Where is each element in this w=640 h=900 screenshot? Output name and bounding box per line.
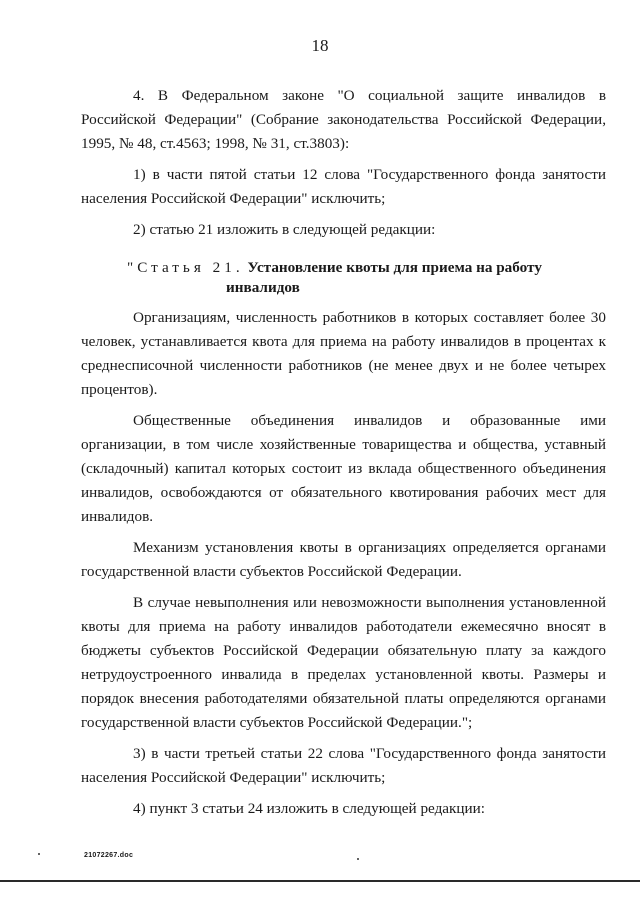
page-number: 18 [311,36,329,55]
paragraph-law-amendment: 4. В Федеральном законе "О социальной защите инвалидов в Российской Федерации" (Собрание законодательства Российской Федерации, 1995, № 48, ст.4563; 1998, № 31, ст.3803): [81,87,606,152]
paragraph-item-3: 3) в части третьей статьи 22 слова "Государственного фонда занятости населения Российской Федерации" исключить; [81,745,606,786]
scan-speck [38,853,40,855]
article-title: Установление квоты для приема на работу [247,259,542,276]
paragraph-item-2: 2) статью 21 изложить в следующей редакции: [133,221,436,238]
paragraph-penalty: В случае невыполнения или невозможности выполнения установленной квоты для приема на работу инвалидов работодатели ежемесячно вносят в бюджеты субъектов Российской Федерации обязательную плату за каждого нетрудоустроенного инвалида в пределах установленной квоты. Размеры и порядок внесения работодателями обязательной платы определяются органами государственной власти субъектов Российской Федерации."; [81,594,606,731]
paragraph-quota-rule: Организациям, численность работников в которых составляет более 30 человек, устанавливается квота для приема на работу инвалидов в процентах к среднесписочной численности работников (не менее двух и не более четырех процентов). [81,309,606,398]
paragraph-item-4: 4) пункт 3 статьи 24 изложить в следующей редакции: [133,800,486,817]
paragraph-item-1: 1) в части пятой статьи 12 слова "Государственного фонда занятости населения Российской Федерации" исключить; [81,166,606,207]
scan-speck [357,858,359,860]
document-body [81,84,606,821]
article-heading [81,258,606,298]
paragraph-mechanism: Механизм установления квоты в организациях определяется органами государственной власти субъектов Российской Федерации. [81,539,606,580]
page-bottom-rule [0,880,640,882]
article-label: "Статья 21. [127,259,244,276]
footer-file-code: 21072267.doc [84,852,134,859]
paragraph-exemption: Общественные объединения инвалидов и образованные ими организации, в том числе хозяйственные товарищества и общества, уставный (складочный) капитал которых состоит из вклада общественного объединения инвалидов, освобождаются от обязательного квотирования рабочих мест для инвалидов. [81,412,606,525]
article-title-continuation: инвалидов [226,279,300,296]
